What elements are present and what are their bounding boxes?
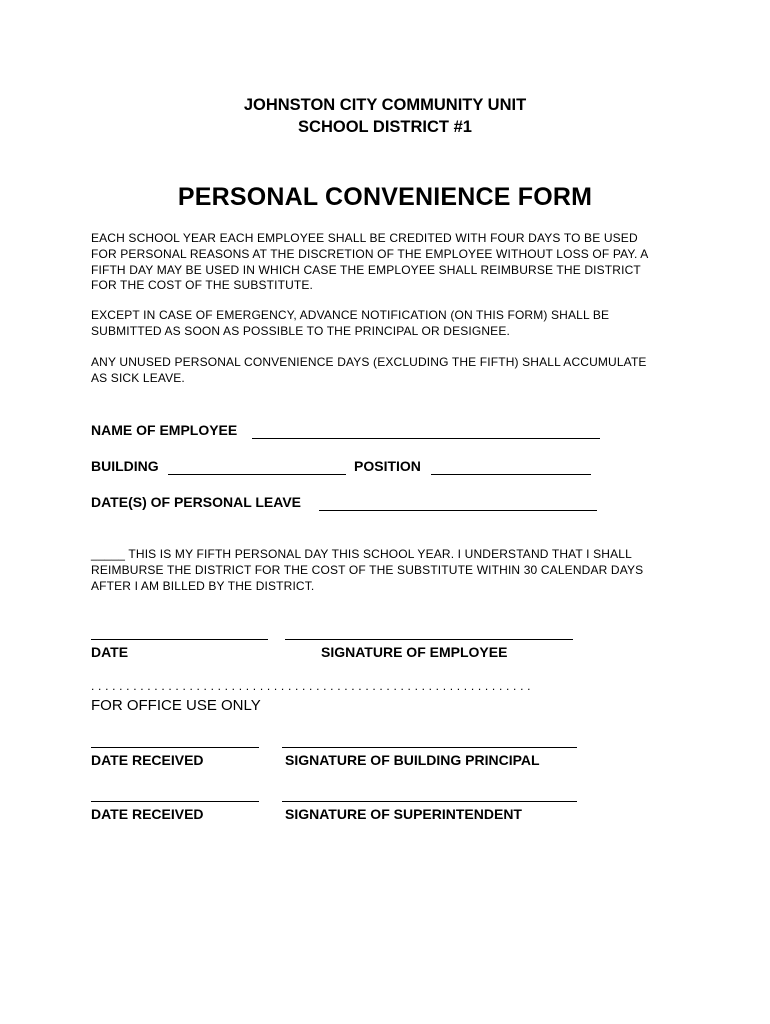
signature-of-principal-label: SIGNATURE OF BUILDING PRINCIPAL xyxy=(285,752,540,768)
paragraph-line: AFTER I AM BILLED BY THE DISTRICT. xyxy=(91,578,315,593)
name-of-employee-field[interactable] xyxy=(252,438,600,439)
employee-signature-line[interactable] xyxy=(285,639,573,640)
building-field[interactable] xyxy=(168,474,346,475)
date-received-label-1: DATE RECEIVED xyxy=(91,752,204,768)
date-label: DATE xyxy=(91,644,129,660)
dates-of-leave-label: DATE(S) OF PERSONAL LEAVE xyxy=(91,494,302,510)
district-name-line-1: JOHNSTON CITY COMMUNITY UNIT xyxy=(243,96,527,114)
signature-of-superintendent-label: SIGNATURE OF SUPERINTENDENT xyxy=(285,806,522,822)
form-title: PERSONAL CONVENIENCE FORM xyxy=(177,183,593,211)
building-label: BUILDING xyxy=(91,458,159,474)
paragraph-line: FIFTH DAY MAY BE USED IN WHICH CASE THE EMPLOYEE SHALL REIMBURSE THE DISTRICT xyxy=(91,262,641,277)
paragraph-line: EXCEPT IN CASE OF EMERGENCY, ADVANCE NOTIFICATION (ON THIS FORM) SHALL BE xyxy=(91,308,610,322)
policy-paragraph-3 xyxy=(91,355,691,387)
office-use-heading: FOR OFFICE USE ONLY xyxy=(91,697,261,714)
superintendent-signature-line[interactable] xyxy=(282,801,577,802)
name-of-employee-label: NAME OF EMPLOYEE xyxy=(91,422,238,438)
paragraph-line: ANY UNUSED PERSONAL CONVENIENCE DAYS (EXCLUDING THE FIFTH) SHALL ACCUMULATE xyxy=(91,355,647,369)
paragraph-line: FOR PERSONAL REASONS AT THE DISCRETION OF THE EMPLOYEE WITHOUT LOSS OF PAY. A xyxy=(91,246,649,261)
paragraph-line: _____ THIS IS MY FIFTH PERSONAL DAY THIS SCHOOL YEAR. I UNDERSTAND THAT I SHALL xyxy=(91,547,632,561)
policy-paragraph-1 xyxy=(91,231,691,294)
principal-signature-line[interactable] xyxy=(282,747,577,748)
date-received-line-2[interactable] xyxy=(91,801,259,802)
signature-of-employee-label: SIGNATURE OF EMPLOYEE xyxy=(321,644,508,660)
date-received-line-1[interactable] xyxy=(91,747,259,748)
paragraph-line: REIMBURSE THE DISTRICT FOR THE COST OF THE SUBSTITUTE WITHIN 30 CALENDAR DAYS xyxy=(91,562,644,577)
paragraph-line: AS SICK LEAVE. xyxy=(91,370,185,385)
position-field[interactable] xyxy=(431,474,591,475)
dotted-separator: ............................................................... xyxy=(91,679,535,693)
paragraph-line: FOR THE COST OF THE SUBSTITUTE. xyxy=(91,278,314,293)
district-name-line-2: SCHOOL DISTRICT #1 xyxy=(298,118,472,136)
position-label: POSITION xyxy=(354,458,421,474)
dates-of-leave-field[interactable] xyxy=(319,510,597,511)
policy-paragraph-2 xyxy=(91,308,691,340)
date-received-label-2: DATE RECEIVED xyxy=(91,806,204,822)
paragraph-line: SUBMITTED AS SOON AS POSSIBLE TO THE PRINCIPAL OR DESIGNEE. xyxy=(91,323,510,338)
fifth-day-acknowledgement xyxy=(91,547,691,594)
paragraph-line: EACH SCHOOL YEAR EACH EMPLOYEE SHALL BE CREDITED WITH FOUR DAYS TO BE USED xyxy=(91,231,638,245)
date-signature-line[interactable] xyxy=(91,639,268,640)
fifth-day-checkbox-blank[interactable]: _____ xyxy=(91,547,126,561)
